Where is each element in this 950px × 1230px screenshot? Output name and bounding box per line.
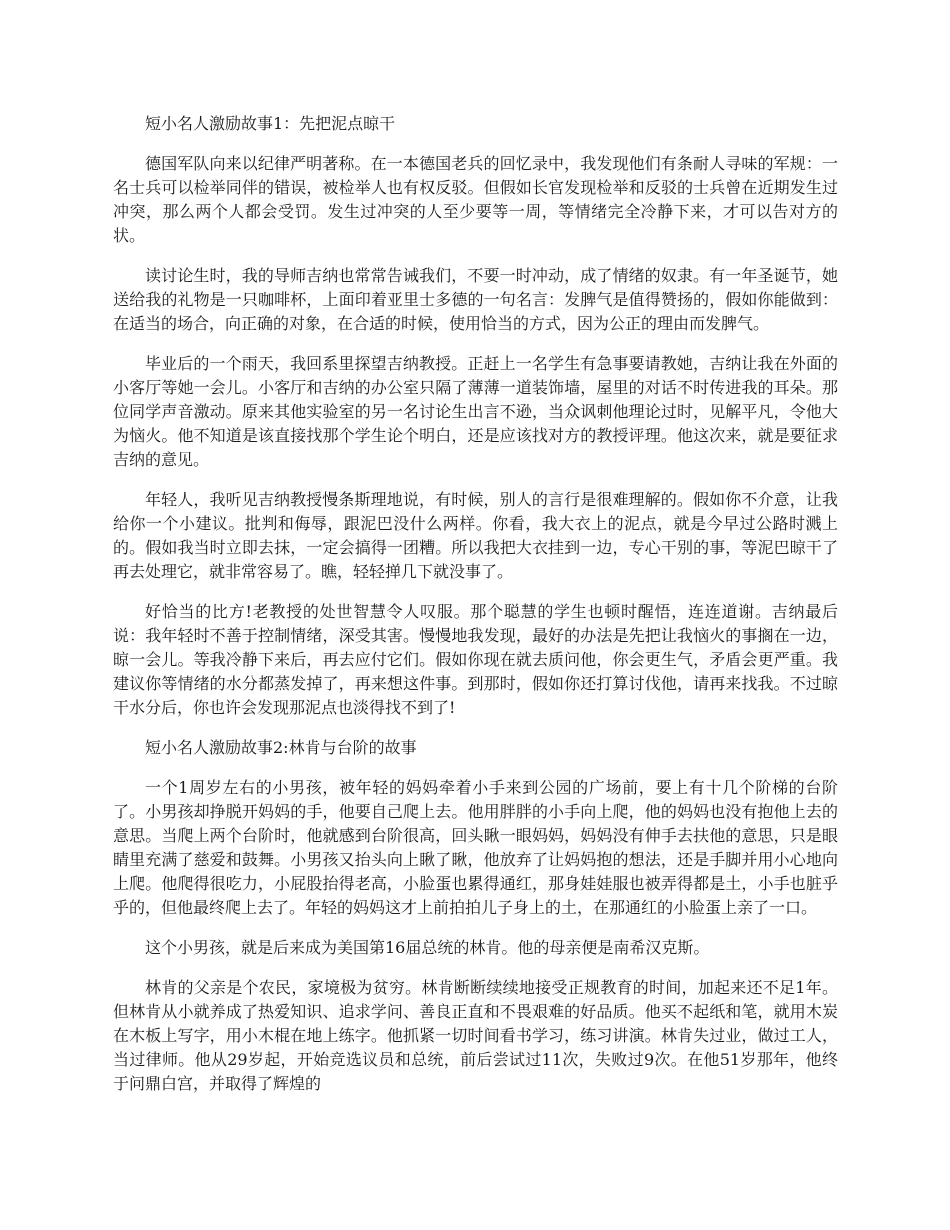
paragraph: 读讨论生时，我的导师吉纳也常常告诫我们，不要一时冲动，成了情绪的奴隶。有一年圣诞节，她送给我的礼物是一只咖啡杯，上面印着亚里士多德的一句名言：发脾气是值得赞扬的，假如你能做到：在适当的场合，向正确的对象，在合适的时候，使用恰当的方式，因为公正的理由而发脾气。: [113, 266, 838, 333]
story-1-heading: 短小名人激励故事1：先把泥点晾干: [145, 114, 396, 133]
paragraph: 毕业后的一个雨天，我回系里探望吉纳教授。正赶上一名学生有急事要请教她，吉纳让我在外面的小客厅等她一会儿。小客厅和吉纳的办公室只隔了薄薄一道装饰墙，屋里的对话不时传进我的耳朵。那位同学声音激动。原来其他实验室的另一名讨论生出言不逊，当众讽刺他理论过时，见解平凡，令他大为恼火。他不知道是该直接找那个学生论个明白，还是应该找对方的教授评理。他这次来，就是要征求吉纳的意见。: [113, 354, 838, 469]
paragraph: 德国军队向来以纪律严明著称。在一本德国老兵的回忆录中，我发现他们有条耐人寻味的军规：一名士兵可以检举同伴的错误，被检举人也有权反驳。但假如长官发现检举和反驳的士兵曾在近期发生过冲突，那么两个人都会受罚。发生过冲突的人至少要等一周，等情绪完全冷静下来，才可以告对方的状。: [113, 154, 838, 245]
paragraph: 这个小男孩，就是后来成为美国第16届总统的林肯。他的母亲便是南希汉克斯。: [145, 938, 710, 957]
document-body: [113, 112, 838, 1112]
paragraph: 年轻人，我听见吉纳教授慢条斯理地说，有时候，别人的言行是很难理解的。假如你不介意，让我给你一个小建议。批判和侮辱，跟泥巴没什么两样。你看，我大衣上的泥点，就是今早过公路时溅上的。假如我当时立即去抹，一定会搞得一团糟。所以我把大衣挂到一边，专心干别的事，等泥巴晾干了再去处理它，就非常容易了。瞧，轻轻掸几下就没事了。: [113, 490, 838, 581]
paragraph: 一个1周岁左右的小男孩，被年轻的妈妈牵着小手来到公园的广场前，要上有十几个阶梯的台阶了。小男孩却挣脱开妈妈的手，他要自己爬上去。他用胖胖的小手向上爬，他的妈妈也没有抱他上去的意思。当爬上两个台阶时，他就感到台阶很高，回头瞅一眼妈妈，妈妈没有伸手去扶他的意思，只是眼睛里充满了慈爱和鼓舞。小男孩又抬头向上瞅了瞅，他放弃了让妈妈抱的想法，还是手脚并用小心地向上爬。他爬得很吃力，小屁股抬得老高，小脸蛋也累得通红，那身娃娃服也被弄得都是土，小手也脏乎乎的，但他最终爬上去了。年轻的妈妈这才上前拍拍儿子身上的土，在那通红的小脸蛋上亲了一口。: [113, 778, 838, 917]
story-2-heading: 短小名人激励故事2:林肯与台阶的故事: [145, 738, 417, 757]
paragraph: 林肯的父亲是个农民，家境极为贫穷。林肯断断续续地接受正规教育的时间，加起来还不足1年。但林肯从小就养成了热爱知识、追求学问、善良正直和不畏艰难的好品质。他买不起纸和笔，就用木炭在木板上写字，用小木棍在地上练字。他抓紧一切时间看书学习，练习讲演。林肯失过业，做过工人，当过律师。他从29岁起，开始竞选议员和总统，前后尝试过11次，失败过9次。在他51岁那年，他终于问鼎白宫，并取得了辉煌的: [113, 978, 838, 1093]
paragraph: 好恰当的比方!老教授的处世智慧令人叹服。那个聪慧的学生也顿时醒悟，连连道谢。吉纳最后说：我年轻时不善于控制情绪，深受其害。慢慢地我发现，最好的办法是先把让我恼火的事搁在一边，晾一会儿。等我冷静下来后，再去应付它们。假如你现在就去质问他，你会更生气，矛盾会更严重。我建议你等情绪的水分都蒸发掉了，再来想这件事。到那时，假如你还打算讨伐他，请再来找我。不过晾干水分后，你也许会发现那泥点也淡得找不到了!: [113, 602, 838, 717]
